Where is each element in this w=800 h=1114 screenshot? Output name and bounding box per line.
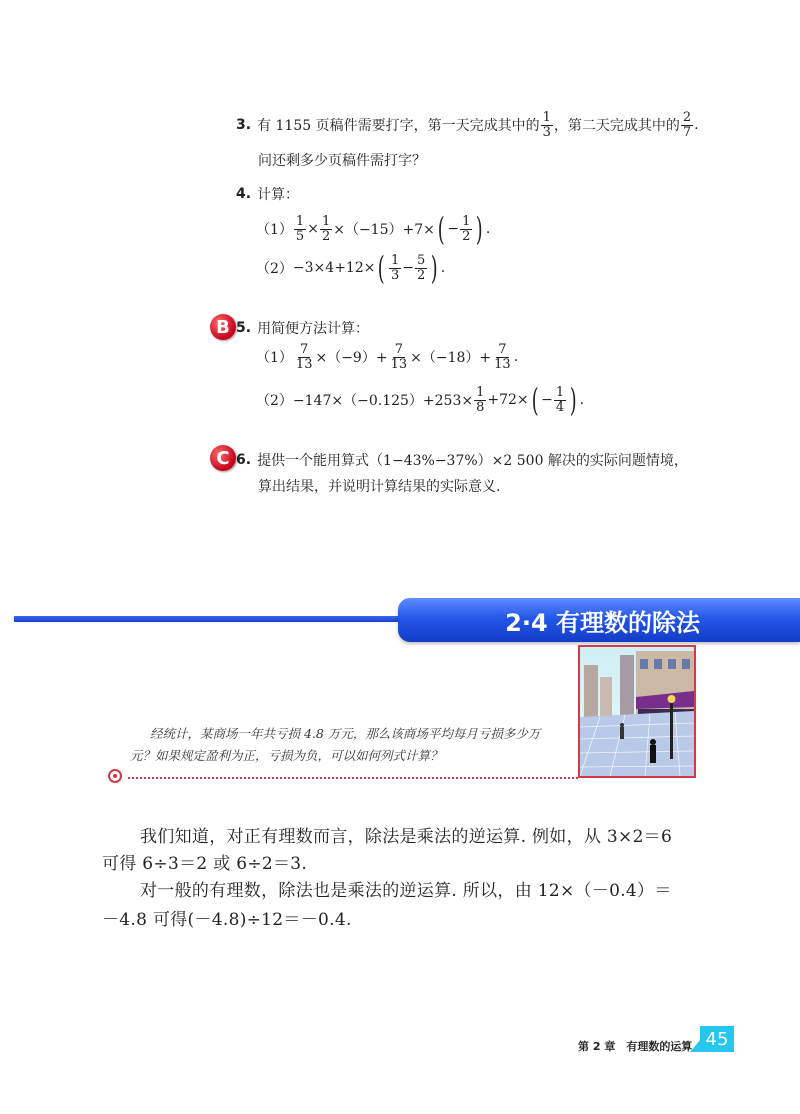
fraction: $\frac{1}{3}$ — [390, 252, 400, 283]
question-3-line-1 — [236, 111, 699, 139]
expression-text: ×（−18）+ — [410, 350, 492, 367]
expression-text: ×（−15）+7× — [333, 222, 435, 238]
part-label: （2） — [256, 261, 293, 277]
fraction: $\frac{1}{8}$ — [476, 384, 485, 415]
expression-text: −147×（−0.125）+253× — [292, 393, 474, 409]
question-number: 6. — [236, 452, 252, 468]
target-icon — [108, 769, 122, 783]
page-number: 45 — [700, 1026, 734, 1052]
expression-text: × — [307, 221, 319, 237]
question-5-part-2 — [256, 381, 585, 419]
intro-line-2: 元？如果规定盈利为正，亏损为负，可以如何列式计算？ — [130, 748, 443, 763]
punctuation: . — [440, 260, 446, 276]
minus-sign: − — [541, 392, 553, 408]
fraction: $\frac{7}{13}$ — [390, 342, 408, 372]
left-paren: ( — [378, 249, 386, 287]
question-4-title — [236, 184, 299, 204]
fraction: $\frac{1}{4}$ — [555, 384, 565, 415]
question-text: 有 1155 页稿件需要打字，第一天完成其中的 — [257, 118, 540, 135]
expression-text: ×（−9）+ — [315, 350, 388, 367]
question-6-line-1 — [236, 450, 688, 470]
part-label: （2） — [256, 393, 293, 409]
fraction: $\frac{7}{13}$ — [295, 342, 313, 372]
section-rule — [14, 616, 414, 622]
question-text: 算出结果，并说明计算结果的实际意义. — [258, 479, 501, 495]
question-5-title — [236, 318, 369, 338]
body-paragraph-1-line-1: 我们知道，对正有理数而言，除法是乘法的逆运算. 例如，从 3×2＝6 — [140, 827, 673, 847]
punctuation: . — [513, 349, 519, 366]
fraction: $\frac{1}{3}$ — [542, 110, 551, 140]
question-4-part-1 — [256, 210, 491, 248]
page-tab-accent — [690, 1040, 700, 1052]
right-paren: ) — [476, 210, 484, 248]
punctuation: . — [579, 392, 585, 408]
section-title: 2·4 有理数的除法 — [505, 608, 700, 637]
body-paragraph-2-line-2: －4.8 可得(－4.8)÷12＝－0.4. — [102, 910, 352, 930]
part-label: （1） — [256, 350, 293, 367]
intro-line-1: 经统计，某商场一年共亏损 4.8 万元，那么该商场平均每月亏损多少万 — [150, 726, 541, 741]
fraction: $\frac{5}{2}$ — [416, 252, 426, 283]
section-banner — [398, 598, 800, 642]
question-number: 5. — [236, 320, 252, 336]
minus-sign: − — [402, 260, 414, 276]
fraction: $\frac{7}{13}$ — [494, 342, 511, 372]
question-text: 问还剩多少页稿件需打字？ — [258, 153, 426, 169]
level-c-badge: C — [210, 445, 236, 471]
fraction: $\frac{2}{7}$ — [682, 110, 692, 140]
question-6-line-2 — [258, 476, 500, 496]
question-3-line-2 — [258, 150, 426, 170]
punctuation: . — [694, 117, 699, 134]
fraction: $\frac{1}{5}$ — [295, 213, 305, 244]
dotted-divider — [128, 777, 578, 779]
body-paragraph-2-line-1: 对一般的有理数，除法也是乘法的逆运算. 所以，由 12×（－0.4）＝ — [140, 881, 672, 901]
question-5-part-1 — [256, 343, 518, 371]
expression-text: +72× — [487, 392, 529, 408]
punctuation: . — [485, 221, 491, 237]
left-paren: ( — [531, 381, 539, 419]
body-paragraph-1-line-2: 可得 6÷3＝2 或 6÷2＝3. — [102, 854, 308, 874]
fraction: $\frac{1}{2}$ — [462, 213, 471, 244]
minus-sign: − — [447, 221, 460, 237]
part-label: （1） — [256, 222, 293, 238]
question-text: 提供一个能用算式（1−43%−37%）×2 500 解决的实际问题情境， — [257, 453, 688, 469]
mall-scene-image — [580, 647, 694, 776]
right-paren: ) — [569, 381, 577, 419]
question-4-part-2 — [256, 249, 446, 287]
mall-illustration — [578, 645, 696, 778]
question-text: 用简便方法计算： — [257, 321, 370, 337]
expression-text: −3×4+12× — [292, 260, 376, 276]
question-number: 4. — [236, 186, 252, 202]
left-paren: ( — [437, 210, 445, 248]
question-number: 3. — [236, 117, 252, 134]
question-text: ，第二天完成其中的 — [553, 118, 680, 135]
question-text: 计算： — [257, 187, 300, 203]
fraction: $\frac{1}{2}$ — [321, 213, 331, 244]
right-paren: ) — [431, 249, 438, 287]
level-b-badge: B — [210, 314, 236, 340]
chapter-footer: 第 2 章 有理数的运算 — [578, 1040, 693, 1053]
